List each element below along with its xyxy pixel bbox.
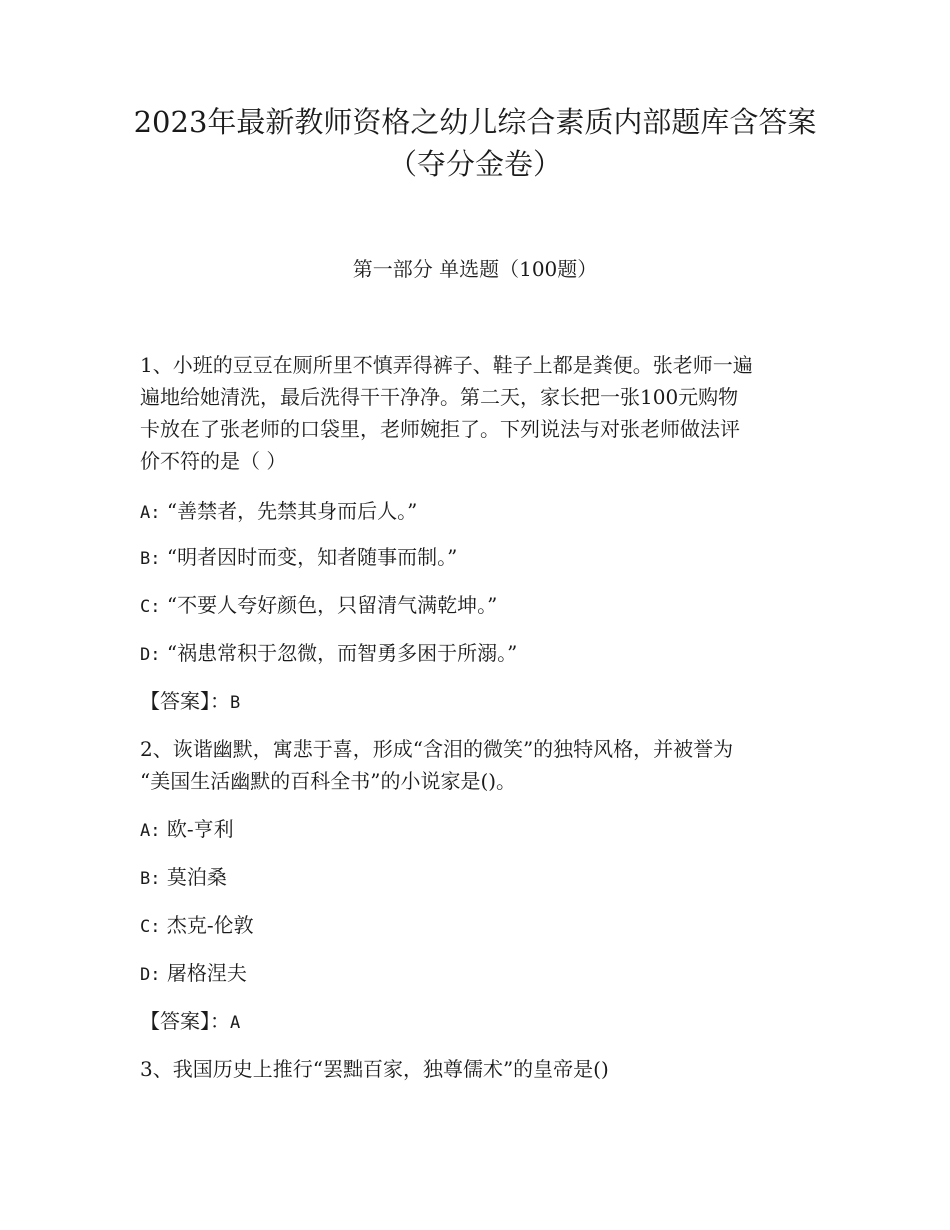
answer-label: 【答案】： [140,1009,230,1033]
question-1-line-2: 遍地给她清洗，最后洗得干干净净。第二天，家长把一张100元购物 [140,385,739,409]
question-1-answer [140,686,840,718]
answer-value: A [230,1013,241,1033]
option-letter: C: [140,597,161,617]
option-text: 莫泊桑 [166,865,227,889]
option-letter: A: [140,821,161,841]
question-2-option-b [140,862,840,894]
question-3-line-1: 3、我国历史上推行“罢黜百家，独尊儒术”的皇帝是() [140,1057,609,1081]
question-2-line-1: 2、诙谐幽默，寓悲于喜，形成“含泪的微笑”的独特风格，并被誉为 [140,737,734,761]
question-2-line-2: “美国生活幽默的百科全书”的小说家是()。 [140,769,517,793]
option-text: “善禁者，先禁其身而后人。” [166,499,418,523]
option-text: “祸患常积于忽微，而智勇多困于所溺。” [166,641,518,665]
question-1-line-3: 卡放在了张老师的口袋里，老师婉拒了。下列说法与对张老师做法评 [140,417,740,441]
document-title-line-1: 2023年最新教师资格之幼儿综合素质内部题库含答案 [133,105,817,139]
option-text: “明者因时而变，知者随事而制。” [166,545,458,569]
section-heading: 第一部分 单选题（100题） [352,257,598,281]
option-text: “不要人夸好颜色，只留清气满乾坤。” [166,593,498,617]
question-1-option-a [140,496,840,528]
option-letter: D: [140,645,161,665]
option-letter: D: [140,965,161,985]
answer-value: B [230,693,241,713]
question-2-option-d [140,958,840,990]
document-title-line-2: （夺分金卷） [387,147,562,181]
option-text: 欧-亨利 [166,817,234,841]
answer-label: 【答案】： [140,689,230,713]
option-letter: A: [140,503,161,523]
option-letter: C: [140,917,161,937]
option-letter: B: [140,869,161,889]
question-2-option-a [140,814,840,846]
question-1-option-d [140,638,840,670]
question-1-line-1: 1、小班的豆豆在厕所里不慎弄得裤子、鞋子上都是粪便。张老师一遍 [140,353,753,377]
question-2-option-c [140,910,840,942]
question-1-line-4: 价不符的是（ ） [140,449,287,473]
option-text: 杰克-伦敦 [166,913,254,937]
option-text: 屠格涅夫 [166,961,247,985]
option-letter: B: [140,549,161,569]
question-1-option-c [140,590,840,622]
question-1-option-b [140,542,840,574]
question-2-answer [140,1006,840,1038]
